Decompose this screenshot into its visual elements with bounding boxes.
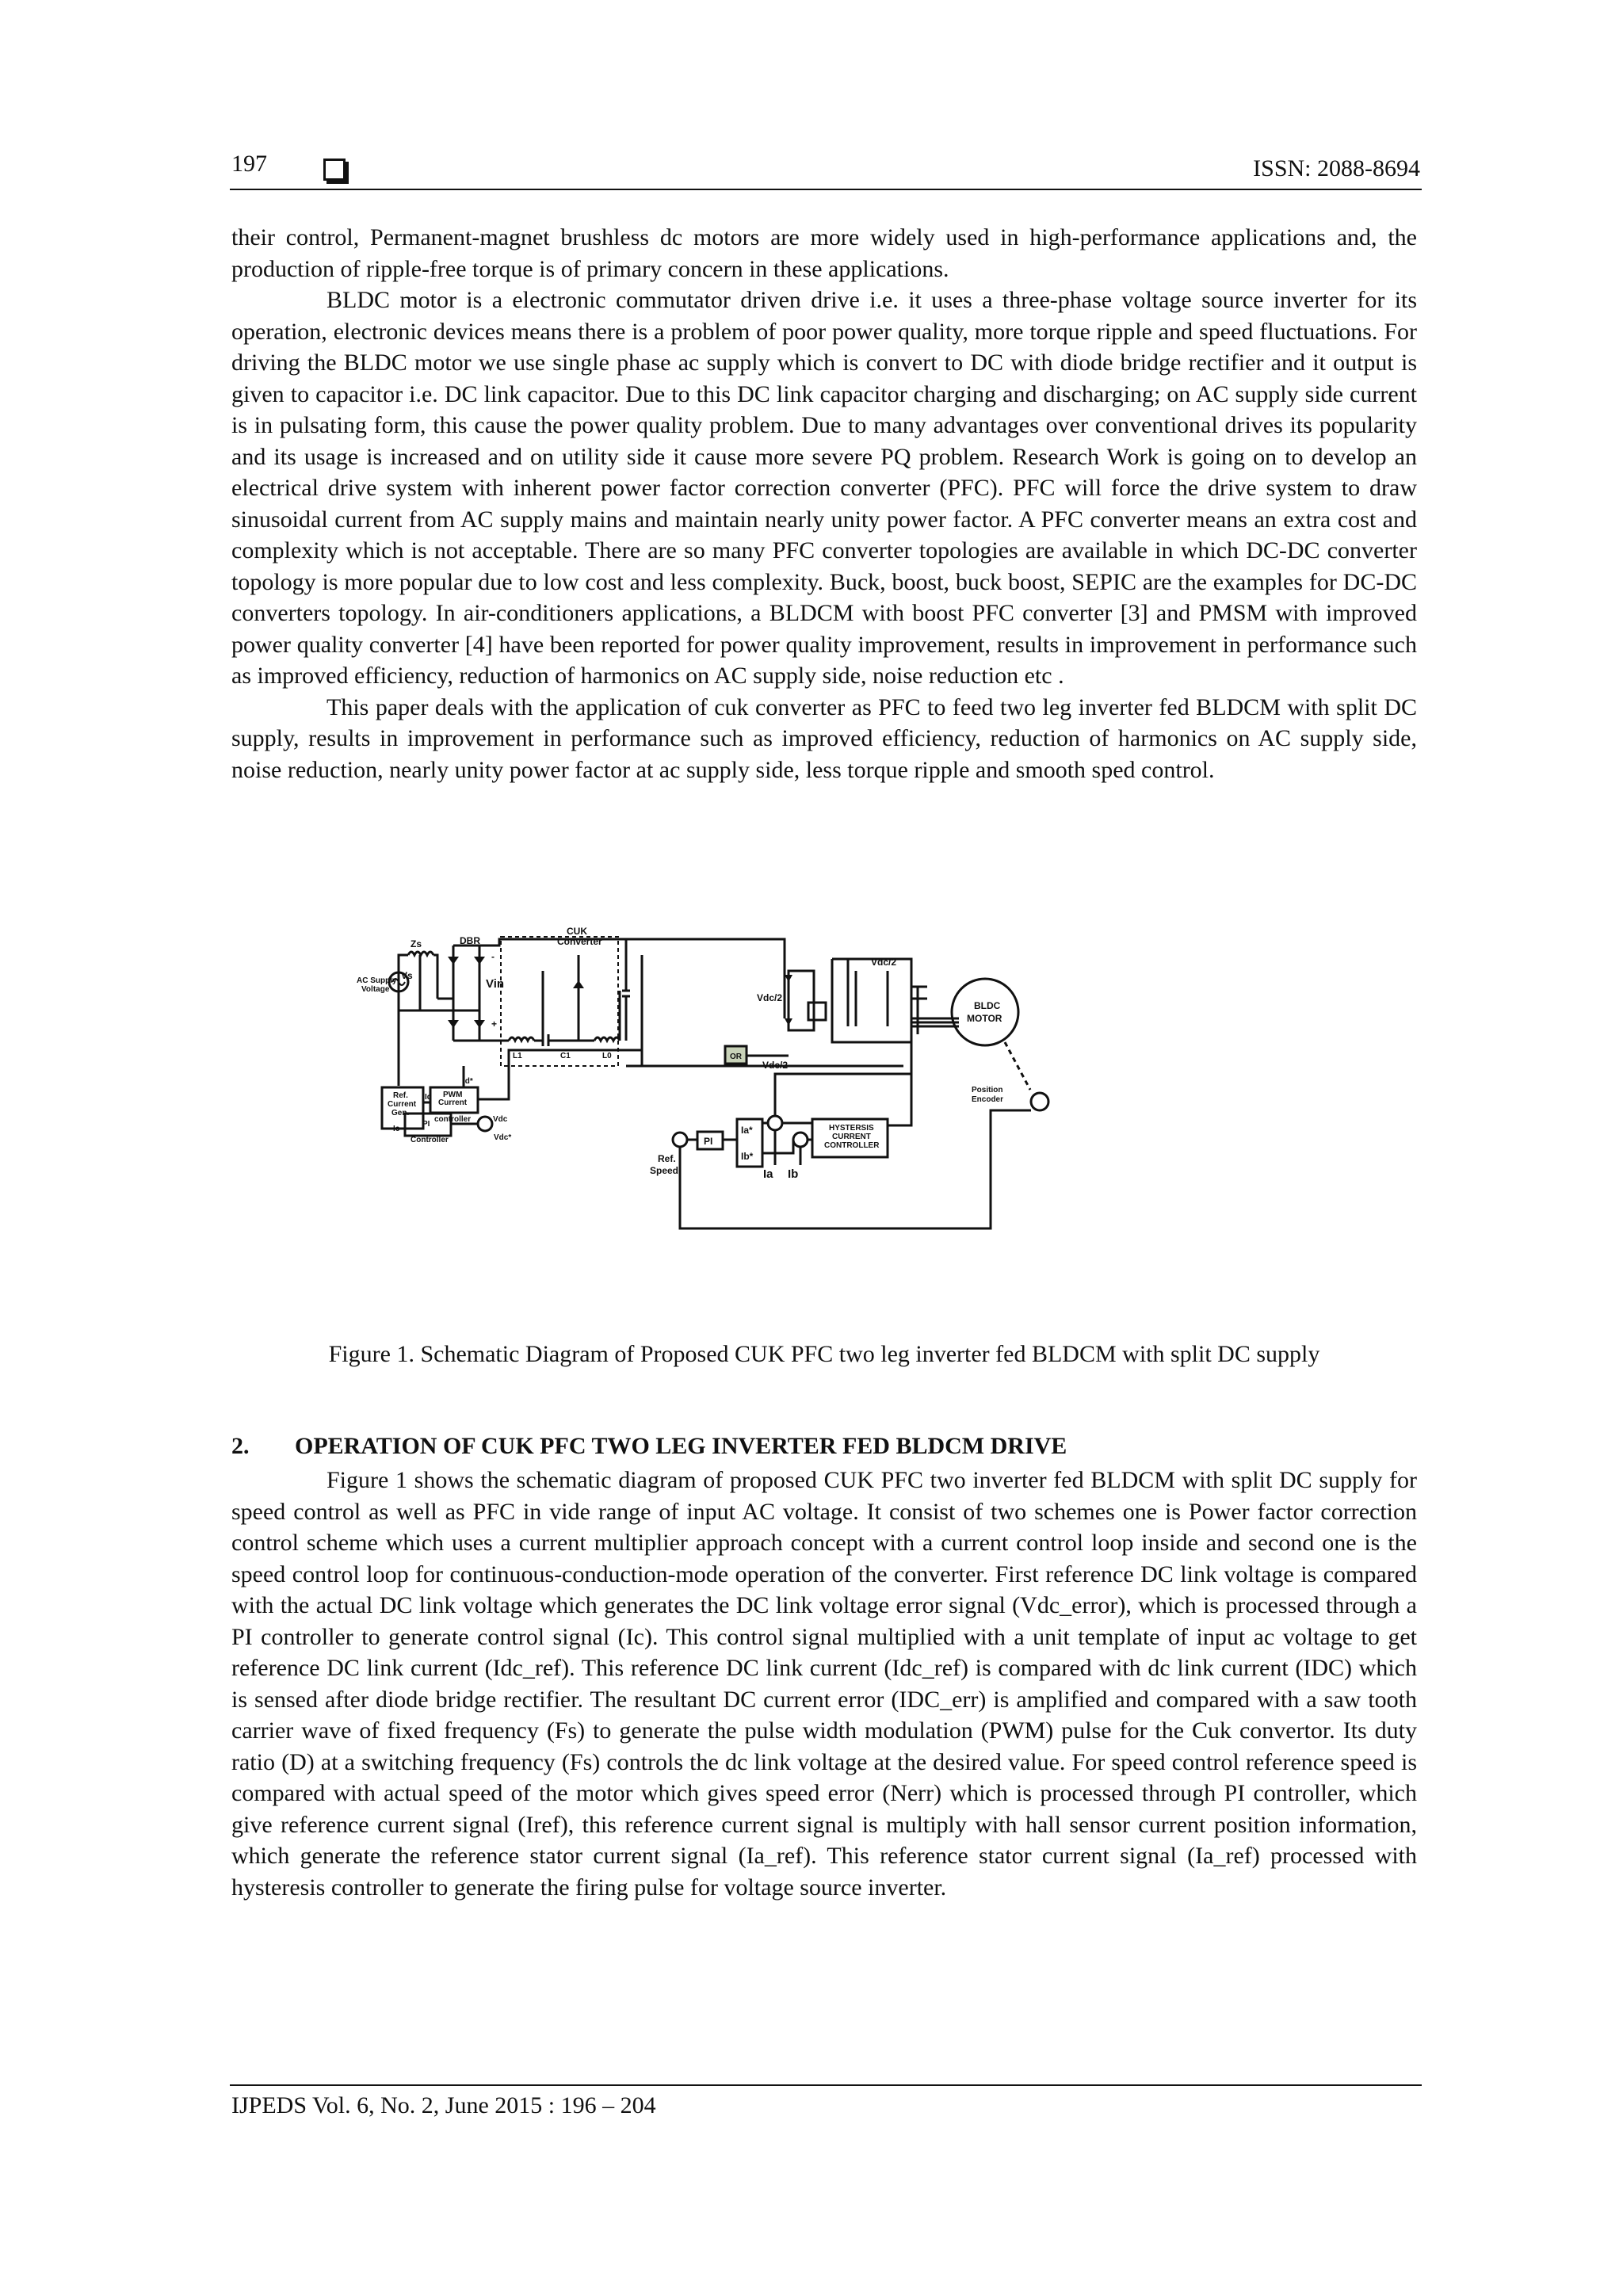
figure-1 [230,923,1426,1343]
label-pwm: PWM [443,1091,463,1099]
header-square-icon [323,159,346,181]
label-ib-star: Ib* [741,1151,754,1162]
intro-text [231,222,1417,785]
label-current: Current [388,1100,417,1109]
label-minus: - [491,951,495,962]
label-pi-dc: PI [422,1120,430,1129]
label-ib: Ib [788,1167,799,1181]
label-position: Position [972,1086,1003,1095]
label-zs: Zs [411,938,422,949]
label-pi-speed: PI [704,1136,713,1147]
label-ic: Ic [393,1125,400,1133]
section-text [231,1465,1417,1903]
section-title: OPERATION OF CUK PFC TWO LEG INVERTER FED BLDCM DRIVE [295,1433,1067,1459]
label-hyst3: CONTROLLER [824,1141,880,1150]
label-voltage: Voltage [361,985,390,994]
label-vs: Vs [401,970,413,981]
paragraph: BLDC motor is a electronic commutator driven drive i.e. it uses a three-phase voltage source inverter for its operation, electronic devices means there is a problem of poor power quality, more torque ripple and speed fluctuations. For driving the BLDC motor we use single phase ac supply which is convert to DC with diode bridge rectifier and it output is given to capacitor i.e. DC link capacitor. Due to this DC link capacitor charging and discharging; on AC supply side current is in pulsating form, this cause the power quality problem. Due to many advantages over conventional drives its popularity and its usage is increased and on utility side it cause more severe PQ problem. Research Work is going on to develop an electrical drive system with inherent power factor correction converter (PFC). PFC will force the drive system to draw sinusoidal current from AC supply mains and maintain nearly unity power factor. A PFC converter means an extra cost and complexity which is not acceptable. There are so many PFC converter topologies are available in which DC-DC converter topology is more popular due to low cost and less complexity. Buck, boost, buck boost, SEPIC are the examples for DC-DC converters topology. In air-conditioners applications, a BLDCM with boost PFC converter [3] and PMSM with improved power quality converter [4] have been reported for power quality improvement, results in improvement in performance such as improved efficiency, reduction of harmonics on AC supply side, noise reduction etc . [231,287,1417,689]
paragraph: Figure 1 shows the schematic diagram of proposed CUK PFC two inverter fed BLDCM with split DC supply for speed control as well as PFC in vide range of input AC voltage. It consist of two schemes one is Power factor correction control scheme which uses a current multiplier approach concept with a current control loop inside and second one is the speed control loop for continuous-conduction-mode operation of the converter. First reference DC link voltage is compared with the actual DC link voltage which generates the DC link voltage error signal (Vdc_error), which is processed through a PI controller to generate control signal (Ic). This control signal multiplied with a unit template of input ac voltage to get reference DC link current (Idc_ref). This reference DC link current (Idc_ref) is compared with dc link current (IDC) which is sensed after diode bridge rectifier. The resultant DC current error (IDC_err) is amplified and compared with a saw tooth carrier wave of fixed frequency (Fs) to generate the pulse width modulation (PWM) pulse for the Cuk convertor. Its duty ratio (D) at a switching frequency (Fs) controls the dc link voltage at the desired value. For speed control reference speed is compared with actual speed of the motor which gives speed error (Nerr) which is processed through PI controller, which give reference current signal (Iref), this reference current signal is multiply with hall sensor current position information, which generate the reference stator current signal (Ia_ref). This reference stator current signal (Ia_ref) processed with hysteresis controller to generate the firing pulse for voltage source inverter. [231,1467,1417,1901]
label-l1: L1 [513,1052,522,1060]
label-ia-star: Ia* [741,1125,753,1136]
paragraph: their control, Permanent-magnet brushless dc motors are more widely used in high-performance applications and, the production of ripple-free torque is of primary concern in these applications. [231,224,1417,282]
label-hyst1: HYSTERSIS [829,1124,874,1133]
label-bldc: BLDC [974,1000,1001,1011]
label-cuk: CUK [567,926,587,937]
section-heading [231,1433,1067,1460]
footer-citation: IJPEDS Vol. 6, No. 2, June 2015 : 196 – 204 [231,2092,656,2118]
label-id: Id [425,1093,432,1102]
label-dbr: DBR [460,935,480,946]
label-ref-speed-1: Ref. [658,1153,676,1164]
label-vdc2-top: Vdc/2 [871,957,897,968]
label-vdc: Vdc [493,1115,508,1124]
label-controller: controller [434,1115,472,1124]
label-ref-speed-2: Speed [650,1165,679,1176]
label-current2: Current [438,1098,468,1107]
label-ia: Ia [763,1167,773,1181]
journal-issn: ISSN: 2088-8694 [1253,155,1420,181]
label-gen: Gen. [391,1109,410,1117]
label-c1: C1 [560,1052,571,1060]
schematic-diagram [230,923,1426,1343]
label-idstar: Id* [463,1077,473,1086]
label-or: OR [730,1052,742,1061]
label-plus: + [491,1018,498,1030]
label-l0: L0 [602,1052,612,1060]
section-number: 2. [231,1433,250,1459]
label-hyst2: CURRENT [832,1133,871,1141]
label-ac-supply: AC Supply [357,976,397,985]
label-vin: Vin [486,977,505,991]
page-number: 197 [231,151,267,177]
paragraph: This paper deals with the application of cuk converter as PFC to feed two leg inverter fed BLDCM with split DC supply, results in improvement in performance such as improved efficiency, reduction of harmonics on AC supply side, noise reduction, nearly unity power factor at ac supply side, less torque ripple and smooth sped control. [231,693,1417,783]
label-motor: MOTOR [967,1013,1002,1024]
label-ref: Ref. [393,1091,408,1100]
label-vdc2-bot: Vdc/2 [762,1060,789,1071]
label-vdcstar: Vdc* [494,1133,512,1142]
label-converter: Converter [557,936,602,947]
footer-rule [230,2084,1422,2086]
label-encoder: Encoder [972,1095,1004,1104]
header-rule [230,189,1422,190]
label-controller2: Controller [411,1136,449,1144]
label-vdc2-mid: Vdc/2 [757,992,783,1003]
figure-caption: Figure 1. Schematic Diagram of Proposed CUK PFC two leg inverter fed BLDCM with split DC supply [328,1341,1320,1367]
